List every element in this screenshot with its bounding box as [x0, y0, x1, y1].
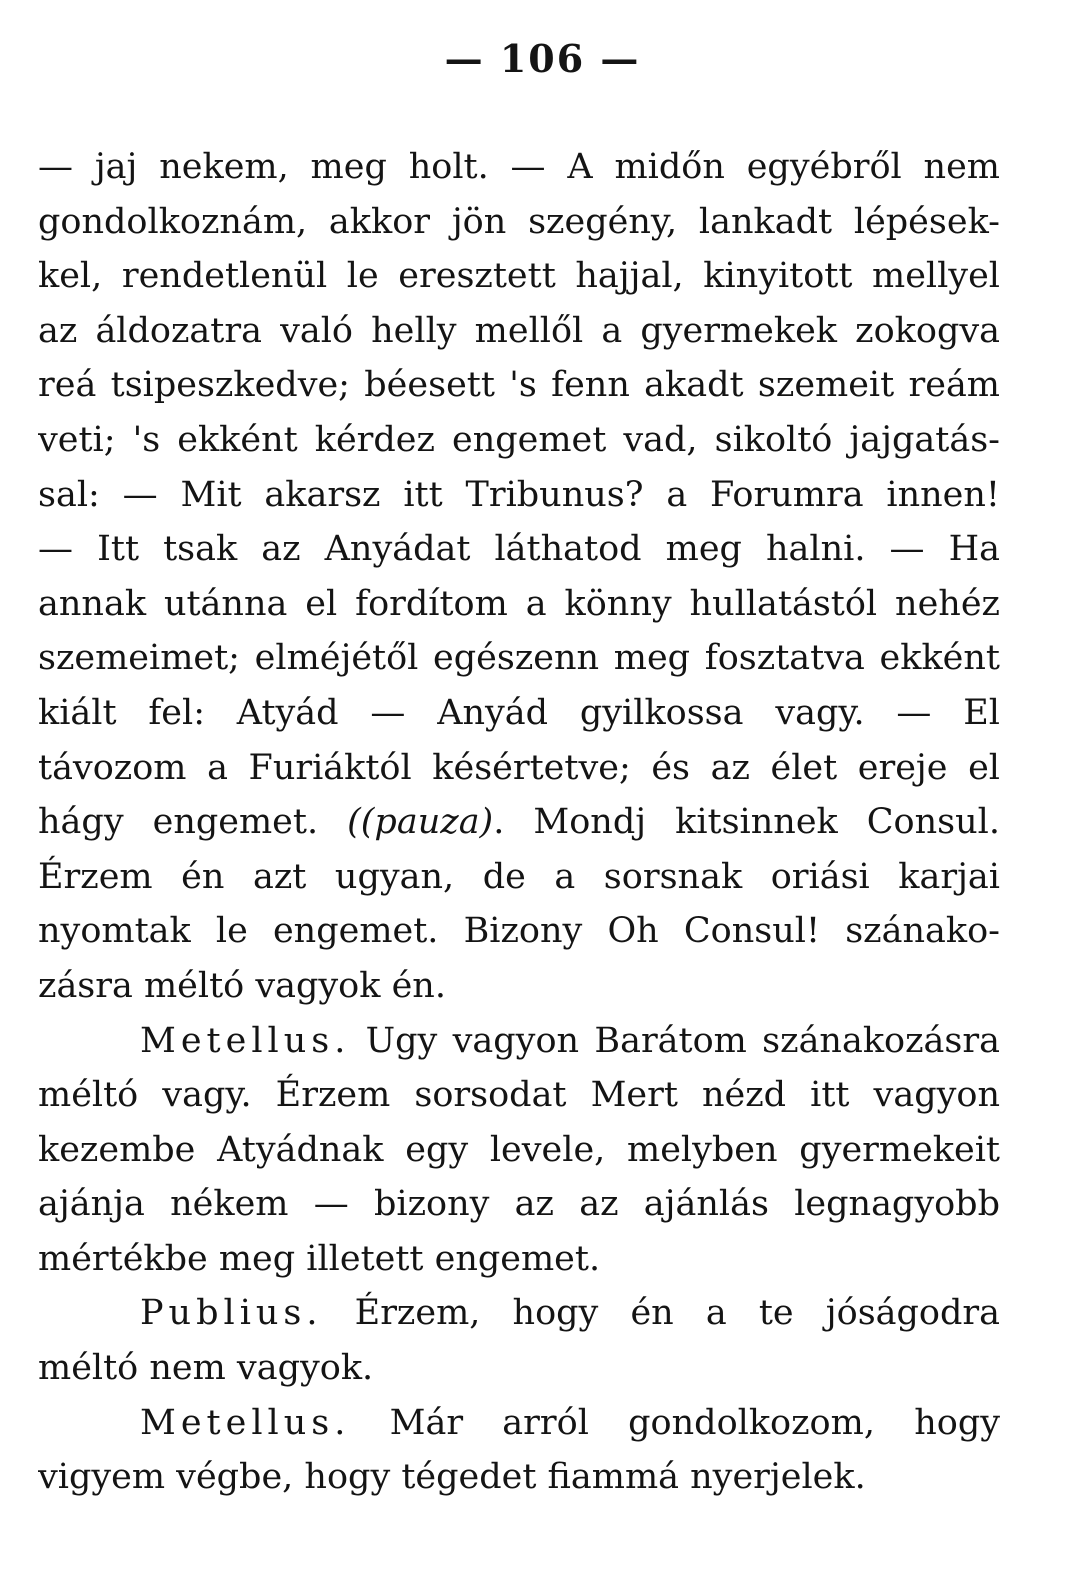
text-line: [38, 304, 1000, 359]
text-line-before-italic: hágy engemet.: [38, 802, 348, 843]
text-line: [38, 413, 1000, 468]
speaker-name: Publius.: [140, 1293, 323, 1334]
speech-start-line: [38, 1014, 1000, 1069]
text-line: [38, 850, 1000, 905]
text-line-content: kezembe Atyádnak egy levele, melyben gyermekeit: [38, 1129, 1000, 1170]
text-line: [38, 468, 1000, 523]
text-line: [38, 686, 1000, 741]
text-line: [38, 249, 1000, 304]
text-line-content: méltó vagy. Érzem sorsodat Mert nézd itt vagyon: [38, 1075, 1000, 1116]
text-line-content: — jaj nekem, meg holt. — A midőn egyébről nem: [38, 147, 1000, 187]
text-line: [38, 741, 1000, 796]
text-line-content: mértékbe meg illetett engemet.: [38, 1238, 601, 1279]
page-body-text: [38, 140, 1000, 1505]
text-line: [38, 1123, 1000, 1178]
stage-direction: ((pauza): [347, 802, 494, 843]
text-line-content: reá tsipeszkedve; béesett 's fenn akadt szemeit reám: [38, 365, 1000, 406]
speech-start-line: [38, 1286, 1000, 1341]
text-line: [38, 795, 1000, 850]
text-line: [38, 195, 1000, 250]
text-line: [38, 140, 1000, 195]
text-line-content: ajánja nékem — bizony az az ajánlás legnagyobb: [38, 1184, 1000, 1225]
text-line: [38, 1232, 1000, 1287]
text-line: [38, 904, 1000, 959]
text-line-content: gondolkoznám, akkor jön szegény, lankadt lépések-: [38, 201, 1000, 242]
text-line-content: távozom a Furiáktól késértetve; és az élet ereje el: [38, 747, 1000, 788]
text-line-after-italic: . Mondj kitsinnek Consul.: [493, 802, 1000, 843]
text-line-content: kiált fel: Atyád — Anyád gyilkossa vagy. — El: [38, 692, 1000, 733]
text-line: [38, 631, 1000, 686]
text-line-content: kel, rendetlenül le eresztett hajjal, kinyitott mellyel: [38, 256, 1000, 297]
text-line-content: az áldozatra való helly mellől a gyermekek zokogva: [38, 310, 1000, 351]
text-line: [38, 1177, 1000, 1232]
text-line: [38, 1068, 1000, 1123]
text-line: [38, 358, 1000, 413]
text-line-content: nyomtak le engemet. Bizony Oh Consul! szánako-: [38, 911, 1000, 952]
text-line-content: Érzem én azt ugyan, de a sorsnak oriási karjai: [38, 856, 1000, 897]
text-line-content: — Itt tsak az Anyádat láthatod meg halni. — Ha: [38, 529, 1000, 570]
page-number: — 106 —: [444, 36, 641, 81]
text-line: [38, 1341, 1000, 1396]
text-line: [38, 577, 1000, 632]
speech-start-line: [38, 1396, 1000, 1451]
text-line-content: sal: — Mit akarsz itt Tribunus? a Forumra innen!: [38, 474, 1000, 515]
speech-text: Érzem, hogy én a te jóságodra: [322, 1293, 1000, 1334]
text-line-content: annak utánna el fordítom a könny hullatástól nehéz: [38, 583, 1000, 624]
speech-text: Már arról gondolkozom, hogy: [350, 1402, 1000, 1443]
text-line-content: zásra méltó vagyok én.: [38, 965, 446, 1006]
text-line-content: szemeimet; elméjétől egészenn meg fosztatva ekként: [38, 638, 1000, 679]
text-line: [38, 959, 1000, 1014]
text-line-content: veti; 's ekként kérdez engemet vad, sikoltó jajgatás-: [38, 419, 1000, 460]
text-line: [38, 522, 1000, 577]
speaker-name: Metellus.: [140, 1402, 351, 1443]
speaker-name: Metellus.: [140, 1020, 351, 1061]
speech-text: Ugy vagyon Barátom szánakozásra: [350, 1020, 1000, 1061]
text-line-content: méltó nem vagyok.: [38, 1348, 374, 1389]
text-line-content: vigyem végbe, hogy tégedet fiammá nyerjelek.: [38, 1457, 866, 1498]
text-line: [38, 1450, 1000, 1505]
